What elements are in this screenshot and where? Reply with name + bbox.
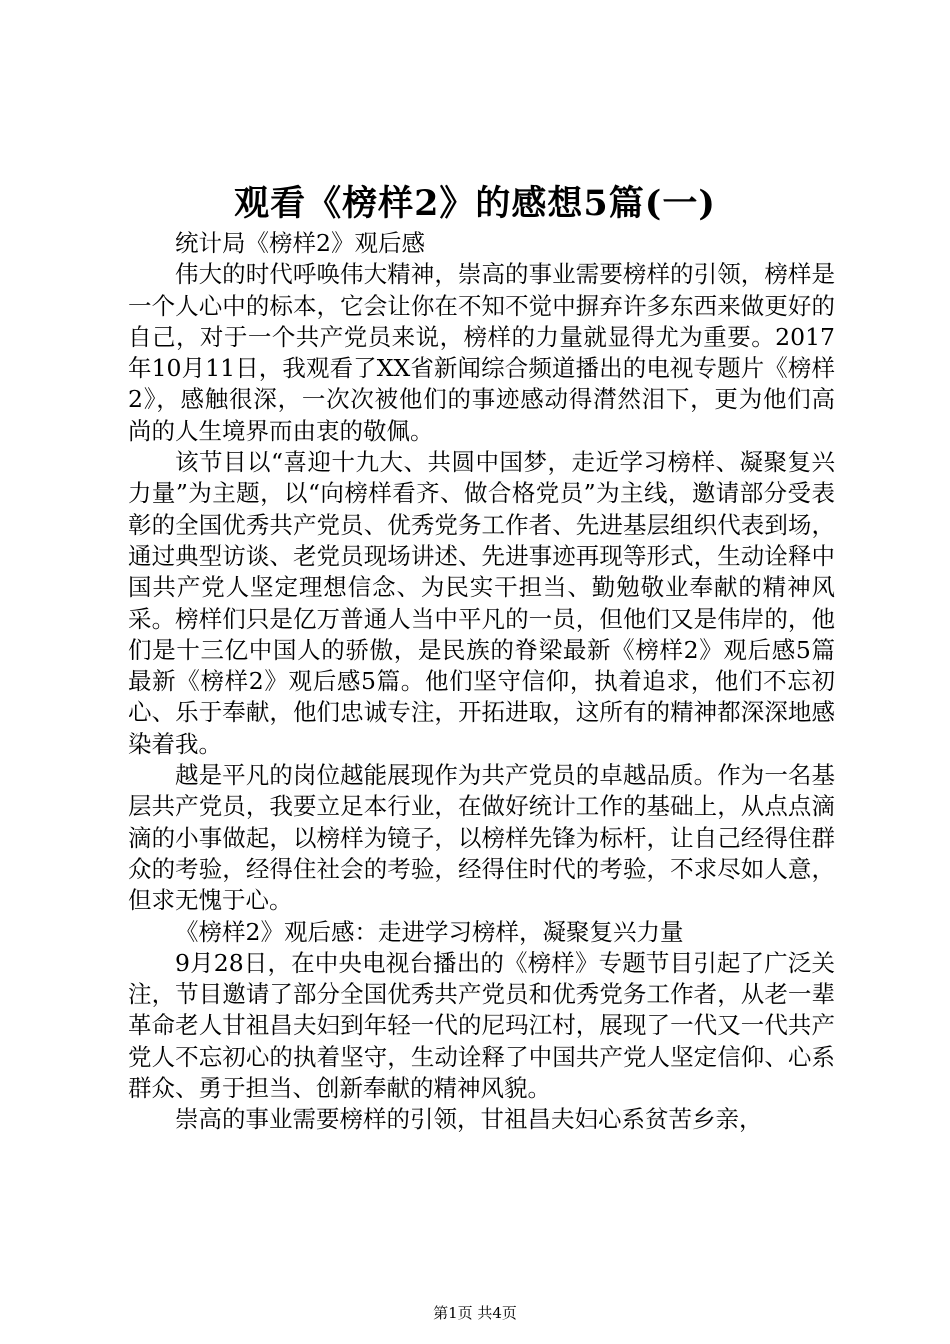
paragraph: 该节目以“喜迎十九大、共圆中国梦，走近学习榜样、凝聚复兴力量”为主题，以“向榜样看齐、做合格党员”为主线，邀请部分受表彰的全国优秀共产党员、优秀党务工作者、先进基层组织代表到场，通过典型访谈、老党员现场讲述、先进事迹再现等形式，生动诠释中国共产党人坚定理想信念、为民实干担当、勤勉敬业奉献的精神风采。榜样们只是亿万普通人当中平凡的一员，但他们又是伟岸的，他们是十三亿中国人的骄傲，是民族的脊梁最新《榜样2》观后感5篇最新《榜样2》观后感5篇。他们坚守信仰，执着追求，他们不忘初心、乐于奉献，他们忠诚专注，开拓进取，这所有的精神都深深地感染着我。	[128, 448, 835, 758]
document-title: 观看《榜样2》的感想5篇(一)	[234, 183, 716, 224]
document-body	[128, 228, 835, 1136]
paragraph-subtitle: 《榜样2》观后感：走进学习榜样，凝聚复兴力量	[175, 917, 684, 946]
paragraph: 崇高的事业需要榜样的引领，甘祖昌夫妇心系贫苦乡亲，	[175, 1105, 763, 1134]
paragraph-subtitle: 统计局《榜样2》观后感	[175, 229, 425, 257]
paragraph: 伟大的时代呼唤伟大精神，崇高的事业需要榜样的引领，榜样是一个人心中的标本，它会让你在不知不觉中摒弃许多东西来做更好的自己，对于一个共产党员来说，榜样的力量就显得尤为重要。2017年10月11日，我观看了XX省新闻综合频道播出的电视专题片《榜样2》，感触很深，一次次被他们的事迹感动得潸然泪下，更为他们高尚的人生境界而由衷的敬佩。	[128, 260, 835, 445]
paragraph: 9月28日，在中央电视台播出的《榜样》专题节目引起了广泛关注，节目邀请了部分全国优秀共产党员和优秀党务工作者，从老一辈革命老人甘祖昌夫妇到年轻一代的尼玛江村，展现了一代又一代共产党人不忘初心的执着坚守，生动诠释了中国共产党人坚定信仰、心系群众、勇于担当、创新奉献的精神风貌。	[128, 948, 835, 1103]
page-footer: 第1页 共4页	[433, 1304, 517, 1322]
paragraph: 越是平凡的岗位越能展现作为共产党员的卓越品质。作为一名基层共产党员，我要立足本行业，在做好统计工作的基础上，从点点滴滴的小事做起，以榜样为镜子，以榜样先锋为标杆，让自己经得住群众的考验，经得住社会的考验，经得住时代的考验，不求尽如人意，但求无愧于心。	[128, 761, 835, 915]
